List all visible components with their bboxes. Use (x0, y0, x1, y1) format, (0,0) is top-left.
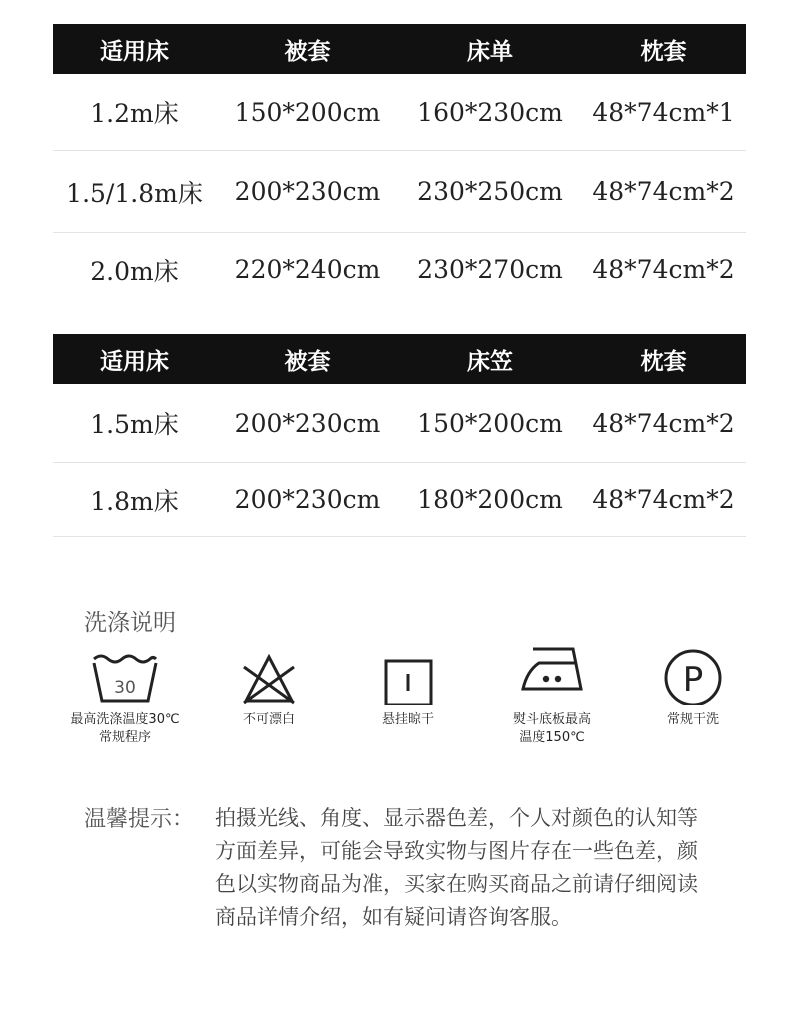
size-table-1-header (53, 24, 746, 74)
table-cell: 48*74cm*1 (592, 97, 735, 127)
wash-label-line: 常规程序 (98, 730, 151, 745)
header-bed-sheet: 床单 (467, 38, 513, 65)
header-pillowcase: 枕套 (640, 348, 687, 375)
size-table-2-header (53, 334, 746, 384)
table-row (53, 384, 746, 463)
header-pillowcase: 枕套 (640, 38, 687, 65)
table-cell: 150*200cm (417, 408, 563, 438)
table-cell: 48*74cm*2 (592, 255, 735, 284)
table-cell: 1.8m床 (90, 486, 179, 516)
wash-label-line: 悬挂晾干 (381, 712, 434, 727)
wash-label-line: 熨斗底板最高 (512, 712, 591, 727)
table-cell: 230*250cm (417, 177, 563, 206)
hang-dry-icon (373, 645, 443, 705)
wash-label (45, 711, 205, 747)
table-cell: 200*230cm (234, 408, 381, 438)
no-bleach-item (189, 645, 349, 729)
dry-clean-p-icon (658, 645, 728, 705)
header-bed-size: 适用床 (100, 38, 169, 65)
size-table-2 (53, 334, 746, 537)
wash-label-line: 最高洗涤温度30℃ (70, 712, 180, 727)
header-fitted-sheet: 床笠 (467, 348, 513, 375)
table-cell: 48*74cm*2 (592, 408, 735, 438)
wash-label-line: 不可漂白 (242, 712, 295, 727)
wash-label (328, 711, 488, 729)
table-row (53, 74, 746, 151)
wash-temp-text: 30 (114, 678, 136, 698)
wash-label-line: 常规干洗 (666, 712, 719, 727)
table-cell: 150*200cm (234, 97, 381, 127)
table-cell: 220*240cm (234, 255, 381, 284)
wash-30-item (45, 645, 205, 747)
table-cell: 1.5/1.8m床 (66, 178, 203, 208)
table-cell: 2.0m床 (90, 256, 179, 286)
wash-label (472, 711, 632, 747)
dry-clean-item (613, 645, 773, 729)
table-cell: 200*230cm (234, 177, 381, 206)
wash-icons-row (0, 645, 790, 765)
wash-instructions-title: 洗涤说明 (84, 610, 176, 636)
iron-150-item (472, 645, 632, 747)
wash-label (189, 711, 349, 729)
no-bleach-icon (234, 645, 304, 705)
dry-clean-letter: P (682, 660, 704, 700)
table-cell: 200*230cm (234, 485, 381, 514)
tip-text: 拍摄光线、角度、显示器色差，个人对颜色的认知等方面差异，可能会导致实物与图片存在一些色差，颜色以实物商品为准，买家在购买商品之前请仔细阅读商品详情介绍，如有疑问请咨询客服。 (215, 806, 698, 929)
table-cell: 230*270cm (417, 255, 563, 284)
table-cell: 1.2m床 (90, 99, 179, 128)
table-row (53, 233, 746, 306)
table-cell: 160*230cm (417, 97, 563, 127)
iron-150-icon (517, 645, 587, 705)
table-row (53, 463, 746, 537)
tip-label: 温馨提示： (84, 807, 195, 832)
wash-30-icon (90, 645, 160, 705)
wash-label (613, 711, 773, 729)
hang-dry-item (328, 645, 488, 729)
table-cell: 1.5m床 (90, 410, 179, 439)
header-duvet-cover: 被套 (284, 348, 331, 375)
header-duvet-cover: 被套 (284, 38, 331, 65)
table-cell: 48*74cm*2 (592, 485, 735, 514)
table-row (53, 151, 746, 233)
header-bed-size: 适用床 (100, 348, 169, 375)
table-cell: 48*74cm*2 (592, 177, 735, 206)
size-table-1 (53, 24, 746, 306)
table-cell: 180*200cm (417, 485, 563, 514)
wash-label-line: 温度150℃ (519, 730, 585, 745)
